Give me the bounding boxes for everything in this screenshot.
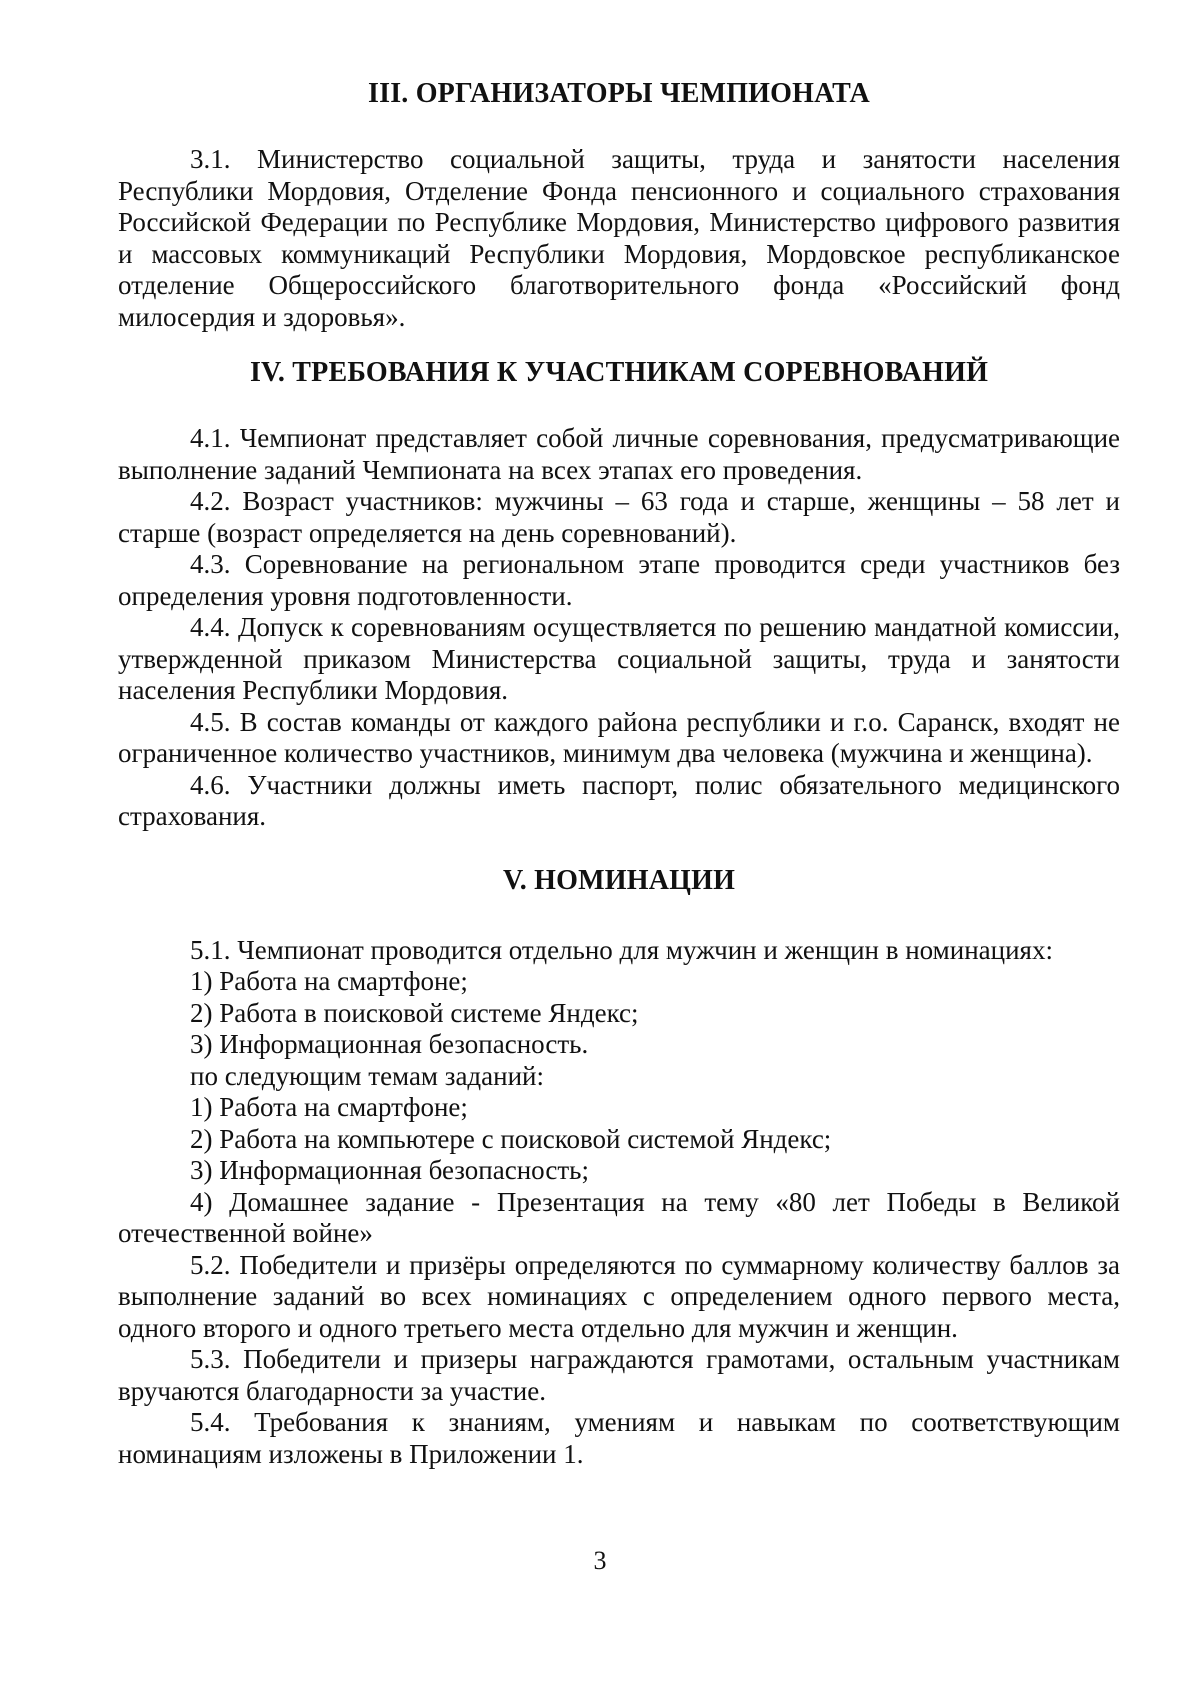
nomination-item: 2) Работа в поисковой системе Яндекс; [190,997,639,1028]
paragraph-5-4: 5.4. Требования к знаниям, умениям и навыкам по соответствующим номинациям изложены в Приложении 1. [118,1407,1120,1469]
paragraph-4-5: 4.5. В состав команды от каждого района республики и г.о. Саранск, входят не ограниченное количество участников, минимум два человека (мужчина и женщина). [118,706,1120,768]
paragraph-5-3: 5.3. Победители и призеры награждаются грамотами, остальным участникам вручаются благодарности за участие. [118,1344,1120,1406]
paragraph-4-2: 4.2. Возраст участников: мужчины – 63 года и старше, женщины – 58 лет и старше (возраст определяется на день соревнований). [118,486,1120,548]
section-3-heading: III. ОРГАНИЗАТОРЫ ЧЕМПИОНАТА [368,78,870,109]
document-page [118,78,1120,1470]
paragraph-4-1: 4.1. Чемпионат представляет собой личные соревнования, предусматривающие выполнение заданий Чемпионата на всех этапах его проведения. [118,423,1120,485]
nomination-item: 3) Информационная безопасность. [190,1029,589,1059]
paragraph-3-1: 3.1. Министерство социальной защиты, труда и занятости населения Республики Мордовия, Отделение Фонда пенсионного и социального страхования Российской Федерации по Республике Мордовия, Министерство цифрового развития и массовых коммуникаций Республики Мордовия, Мордовское республиканское отделение Общероссийского благотворительного фонда «Российский фонд милосердия и здоровья». [118,144,1120,332]
topic-item: 1) Работа на смартфоне; [190,1092,468,1122]
topics-intro: по следующим темам заданий: [190,1060,544,1091]
section-5-heading: V. НОМИНАЦИИ [502,864,736,896]
paragraph-5-1: 5.1. Чемпионат проводится отдельно для мужчин и женщин в номинациях: [190,934,1053,965]
topic-item-homework: 4) Домашнее задание - Презентация на тему «80 лет Победы в Великой отечественной войне» [118,1186,1120,1248]
paragraph-4-6: 4.6. Участники должны иметь паспорт, полис обязательного медицинского страхования. [118,769,1120,831]
nomination-item: 1) Работа на смартфоне; [190,966,468,996]
section-4-heading: IV. ТРЕБОВАНИЯ К УЧАСТНИКАМ СОРЕВНОВАНИЙ [249,357,989,388]
paragraph-5-2: 5.2. Победители и призёры определяются по суммарному количеству баллов за выполнение заданий во всех номинациях с определением одного первого места, одного второго и одного третьего места отдельно для мужчин и женщин. [118,1249,1120,1343]
page-number: 3 [593,1546,607,1575]
topic-item: 3) Информационная безопасность; [190,1155,589,1185]
paragraph-4-4: 4.4. Допуск к соревнованиям осуществляется по решению мандатной комиссии, утвержденной приказом Министерства социальной защиты, труда и занятости населения Республики Мордовия. [118,612,1120,705]
paragraph-4-3: 4.3. Соревнование на региональном этапе проводится среди участников без определения уровня подготовленности. [118,549,1120,611]
topic-item: 2) Работа на компьютере с поисковой системой Яндекс; [190,1123,832,1154]
